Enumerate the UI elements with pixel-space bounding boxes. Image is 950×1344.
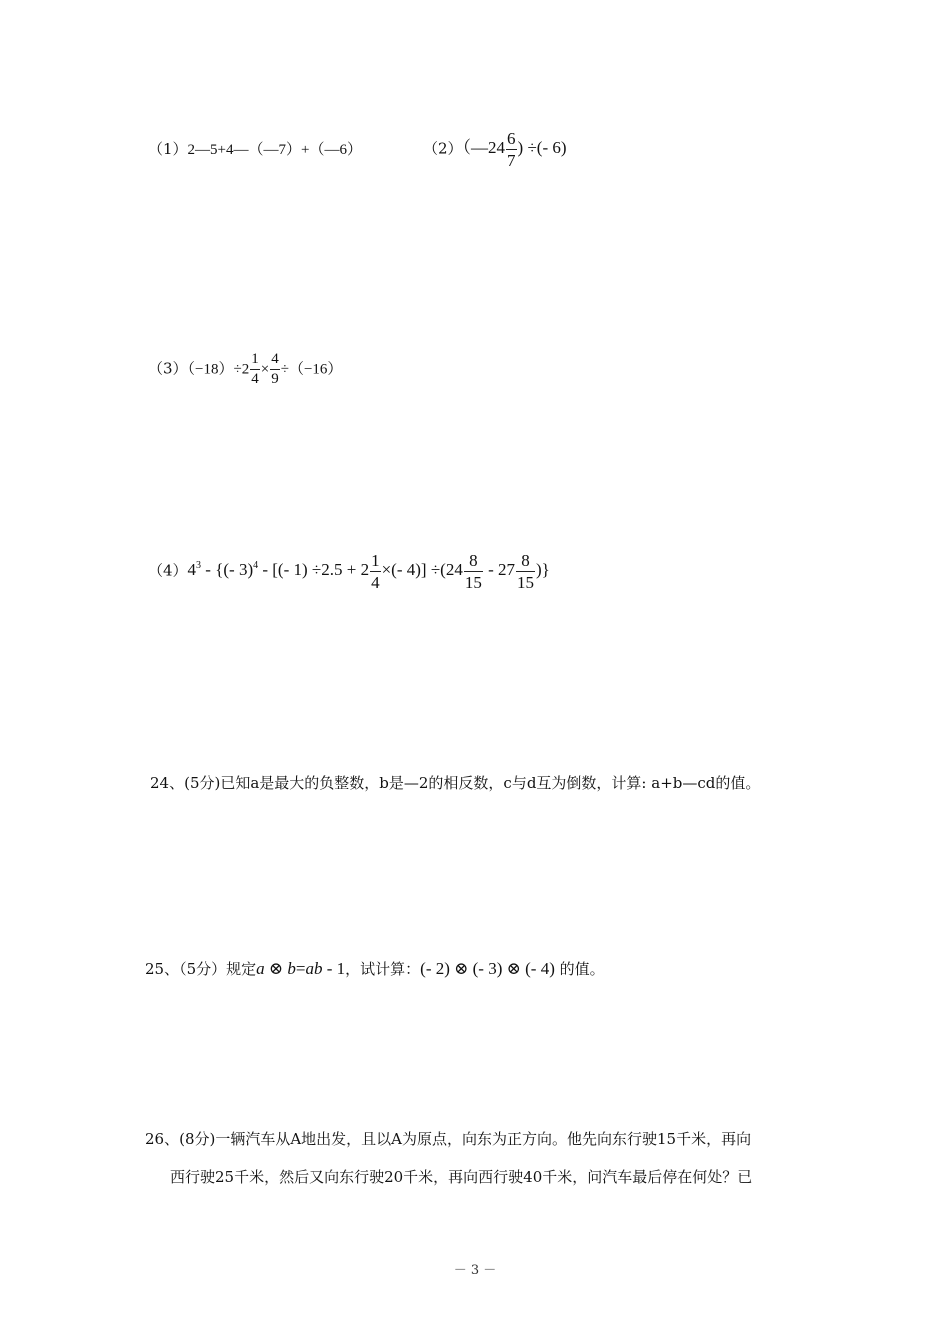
q23-part3-fraction1: [250, 352, 260, 387]
q23-part4-fraction1: [370, 552, 381, 591]
q23-part2-label: （2）: [423, 139, 463, 158]
expr-segment: - {(- 3): [201, 560, 254, 580]
q23-part1: [148, 138, 362, 159]
q23-part3-prefix: （−18）÷2: [187, 361, 250, 378]
page-number: － 3 －: [453, 1263, 497, 1278]
question-26-line2: 西行驶25千米，然后又向东行驶20千米，再向西行驶40千米，问汽车最后停在何处？已: [170, 1168, 753, 1186]
expr-segment: )}: [536, 560, 550, 580]
question-26-line1: 26、(8分)一辆汽车从A地出发，且以A为原点，向东为正方向。他先向东行驶15千米，再向: [145, 1130, 752, 1148]
q23-part2-open: （—: [462, 138, 489, 158]
q23-part2-expr: [462, 129, 567, 170]
q25-mid: ，试计算：: [345, 960, 421, 978]
exponent: 3: [196, 560, 202, 572]
minus-one: - 1: [322, 959, 346, 978]
fraction-denominator: 15: [464, 573, 482, 592]
q23-part3-label: （3）: [148, 359, 188, 378]
var-a: a: [256, 959, 265, 978]
fraction-numerator: 1: [250, 352, 260, 370]
expr-segment: - 27: [483, 560, 515, 580]
q23-part2-rest: ) ÷(- 6): [517, 138, 567, 158]
var-b: b: [287, 959, 296, 978]
q23-part4-fraction3: [516, 552, 535, 591]
times-sign: ×: [260, 361, 270, 378]
q23-part4-fraction2: [464, 552, 483, 591]
q23-part3-fraction2: [270, 352, 280, 387]
question-25: [145, 958, 605, 979]
q23-part2-fraction: [506, 130, 517, 169]
exponent: 4: [253, 560, 259, 572]
fraction-numerator: 8: [516, 552, 535, 572]
q23-part3: [148, 352, 342, 387]
var-ab: ab: [305, 959, 323, 978]
q25-prefix: 25、（5分）规定: [145, 960, 257, 978]
fraction-denominator: 4: [251, 371, 259, 387]
q23-part2: [423, 130, 567, 169]
base-4: 4: [187, 560, 197, 580]
expr-segment: - [(- 1) ÷2.5 + 2: [258, 560, 370, 580]
otimes-sign: ⊗: [264, 959, 288, 978]
fraction-denominator: 7: [507, 151, 516, 170]
fraction-numerator: 8: [464, 552, 483, 572]
fraction-numerator: 6: [507, 129, 516, 148]
q23-part3-suffix: ÷（−16）: [280, 361, 343, 378]
equals-sign: =: [295, 959, 306, 978]
q23-part4: [148, 552, 550, 591]
q25-suffix: 的值。: [554, 960, 605, 978]
q25-definition: [256, 959, 345, 978]
fraction-denominator: 9: [271, 371, 279, 387]
fraction-denominator: 15: [517, 573, 534, 592]
q23-part1-label: （1）: [148, 140, 188, 158]
q25-expr: (- 2) ⊗ (- 3) ⊗ (- 4): [420, 959, 555, 978]
fraction-numerator: 1: [371, 551, 380, 570]
q23-part4-label: （4）: [148, 561, 188, 580]
expr-segment: ×(- 4)] ÷(24: [381, 560, 463, 580]
question-24: 24、(5分)已知a是最大的负整数，b是—2的相反数，c与d互为倒数，计算: a+b—cd的值。: [150, 774, 761, 792]
q23-part4-expr: [187, 551, 550, 592]
fraction-numerator: 4: [270, 352, 280, 370]
q23-part2-whole: 24: [488, 138, 506, 158]
fraction-denominator: 4: [371, 573, 380, 592]
q23-part1-expr: 2—5+4—（—7）+（—6）: [187, 142, 362, 158]
